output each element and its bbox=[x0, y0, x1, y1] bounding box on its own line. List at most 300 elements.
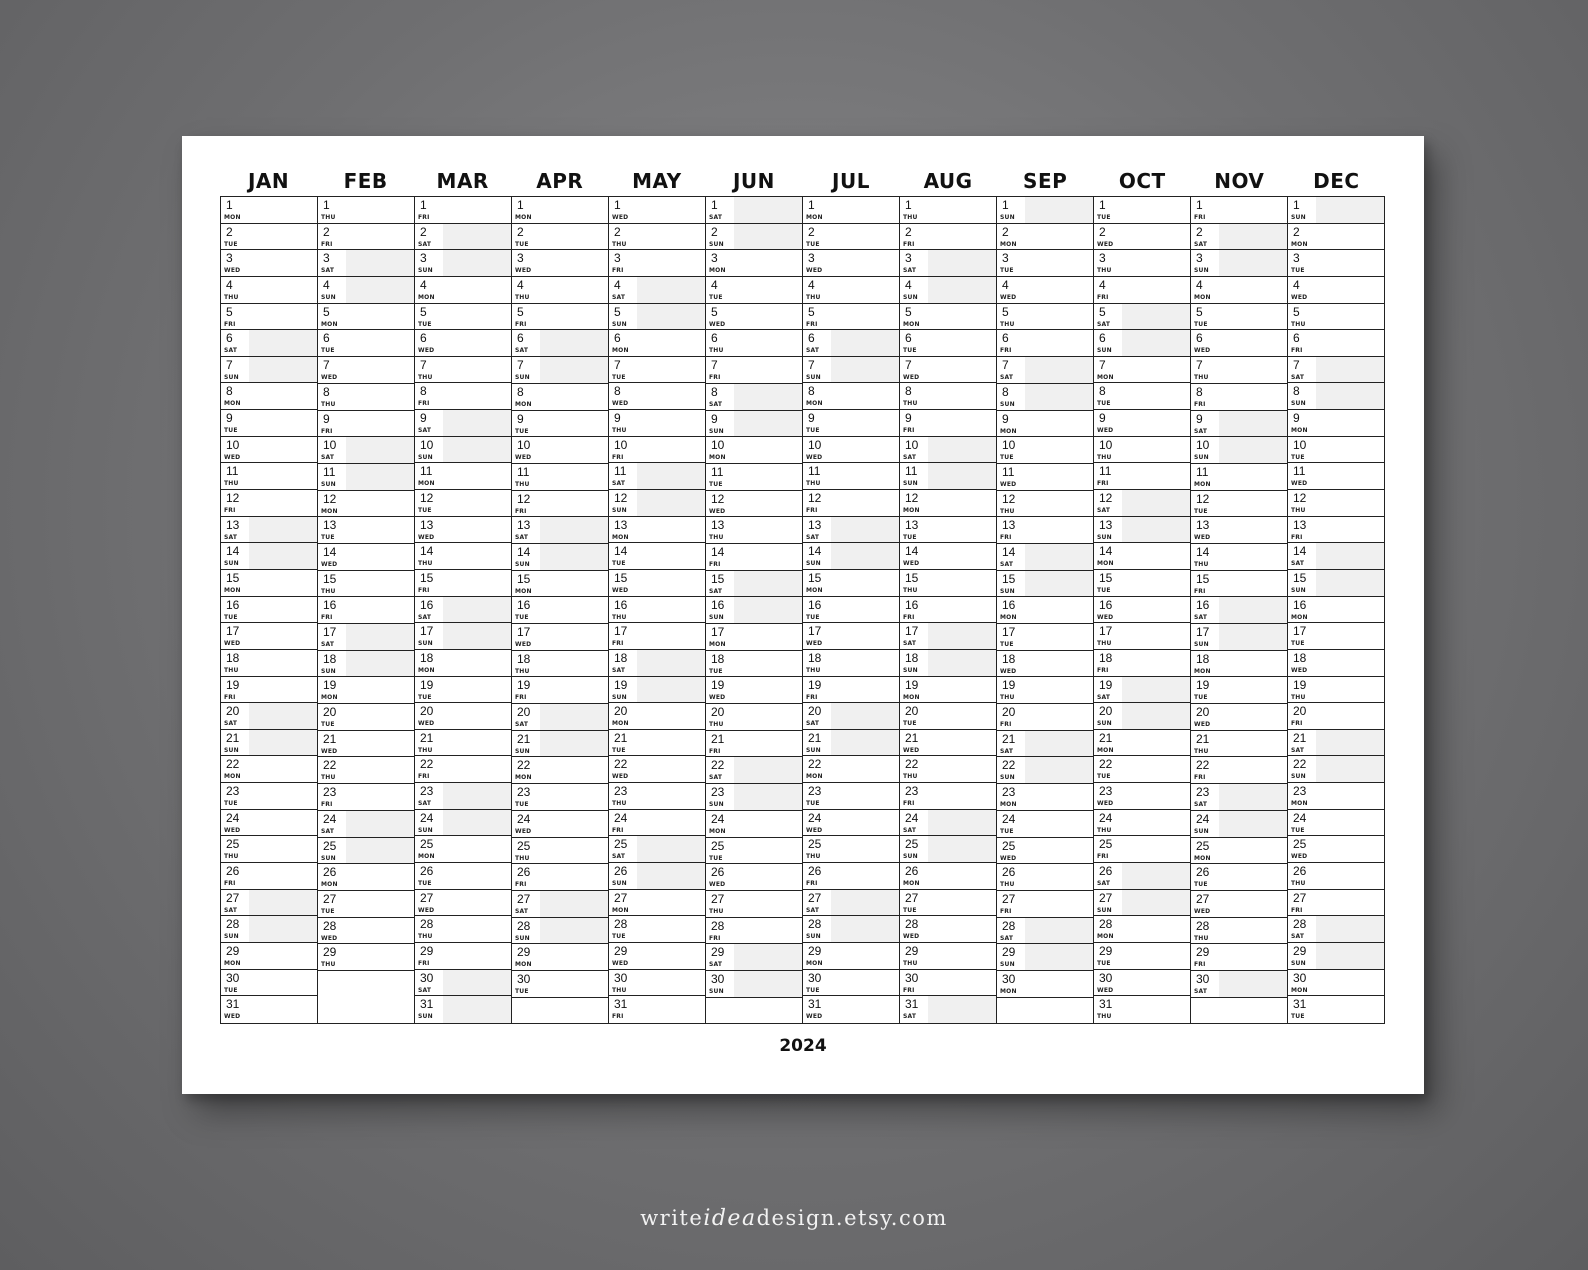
day-cell bbox=[997, 517, 1093, 544]
day-number: 27 bbox=[711, 891, 725, 906]
day-number: 28 bbox=[226, 917, 240, 932]
day-cell bbox=[221, 383, 317, 410]
month-label-may: MAY bbox=[632, 169, 682, 193]
day-weekday: WED bbox=[709, 320, 726, 328]
day-weekday: MON bbox=[709, 827, 726, 835]
day-weekday: THU bbox=[1097, 640, 1112, 648]
day-cell bbox=[1288, 383, 1384, 410]
day-cell bbox=[1288, 650, 1384, 677]
day-cell bbox=[415, 357, 511, 384]
day-weekday: WED bbox=[709, 881, 726, 889]
day-cell bbox=[609, 463, 705, 490]
day-weekday: FRI bbox=[224, 693, 236, 701]
day-cell bbox=[900, 756, 996, 783]
day-weekday: FRI bbox=[1097, 480, 1109, 488]
day-number: 18 bbox=[420, 650, 434, 665]
day-cell bbox=[512, 517, 608, 544]
day-weekday: MON bbox=[806, 773, 823, 781]
day-cell bbox=[1191, 517, 1287, 544]
day-cell bbox=[1094, 304, 1190, 331]
day-cell bbox=[1094, 756, 1190, 783]
day-cell bbox=[900, 437, 996, 464]
day-cell bbox=[900, 623, 996, 650]
day-cell bbox=[221, 810, 317, 837]
day-number: 16 bbox=[614, 597, 628, 612]
day-number: 7 bbox=[711, 358, 718, 373]
day-weekday: TUE bbox=[1291, 453, 1305, 461]
day-weekday: SUN bbox=[612, 693, 627, 701]
day-number: 22 bbox=[517, 758, 531, 773]
day-number: 30 bbox=[1099, 970, 1113, 985]
day-cell bbox=[318, 784, 414, 811]
day-number: 21 bbox=[1099, 730, 1113, 745]
day-cell bbox=[900, 890, 996, 917]
day-weekday: TUE bbox=[224, 240, 238, 248]
calendar-sheet bbox=[182, 136, 1424, 1094]
day-weekday: THU bbox=[1291, 320, 1306, 328]
day-cell bbox=[1288, 357, 1384, 384]
day-weekday: TUE bbox=[806, 986, 820, 994]
day-number: 21 bbox=[808, 730, 822, 745]
day-cell bbox=[221, 597, 317, 624]
day-weekday: THU bbox=[418, 373, 433, 381]
day-cell bbox=[512, 544, 608, 571]
day-number: 25 bbox=[1196, 838, 1210, 853]
month-label-sep: SEP bbox=[1023, 169, 1068, 193]
day-weekday: THU bbox=[1194, 560, 1209, 568]
day-number: 11 bbox=[808, 464, 821, 479]
day-cell bbox=[415, 863, 511, 890]
day-number: 26 bbox=[614, 864, 628, 879]
day-cell bbox=[415, 943, 511, 970]
day-weekday: TUE bbox=[418, 320, 432, 328]
day-cell bbox=[1094, 703, 1190, 730]
day-cell bbox=[1191, 437, 1287, 464]
day-number: 26 bbox=[1002, 865, 1016, 880]
day-number: 8 bbox=[517, 384, 524, 399]
day-number: 12 bbox=[1002, 491, 1016, 506]
day-number: 11 bbox=[1196, 464, 1209, 479]
day-cell bbox=[997, 811, 1093, 838]
day-weekday: SUN bbox=[224, 373, 239, 381]
day-weekday: FRI bbox=[1291, 906, 1303, 914]
day-cell bbox=[512, 197, 608, 224]
day-weekday: SAT bbox=[1000, 560, 1014, 568]
day-cell bbox=[1191, 784, 1287, 811]
day-weekday: SAT bbox=[1194, 801, 1208, 809]
day-number: 20 bbox=[1293, 704, 1307, 719]
day-cell bbox=[318, 357, 414, 384]
day-cell bbox=[221, 836, 317, 863]
day-weekday: SAT bbox=[806, 906, 820, 914]
day-weekday: THU bbox=[612, 240, 627, 248]
day-number: 11 bbox=[420, 464, 433, 479]
day-cell bbox=[415, 597, 511, 624]
day-weekday: SAT bbox=[806, 720, 820, 728]
day-cell bbox=[900, 730, 996, 757]
day-number: 3 bbox=[614, 251, 621, 266]
day-cell bbox=[1094, 783, 1190, 810]
day-weekday: TUE bbox=[1097, 586, 1111, 594]
day-weekday: THU bbox=[515, 854, 530, 862]
day-cell bbox=[609, 357, 705, 384]
day-cell bbox=[1288, 810, 1384, 837]
watermark-script: idea bbox=[703, 1206, 757, 1231]
day-number: 16 bbox=[323, 598, 337, 613]
day-cell bbox=[900, 410, 996, 437]
day-weekday: SAT bbox=[806, 533, 820, 541]
day-number: 26 bbox=[323, 865, 337, 880]
day-weekday: TUE bbox=[1000, 641, 1014, 648]
day-cell bbox=[803, 650, 899, 677]
day-cell bbox=[706, 811, 802, 838]
day-weekday: MON bbox=[224, 773, 241, 781]
day-weekday: MON bbox=[418, 480, 435, 488]
day-number: 27 bbox=[1196, 891, 1210, 906]
day-cell bbox=[900, 250, 996, 277]
day-cell bbox=[706, 197, 802, 224]
day-weekday: THU bbox=[1291, 693, 1306, 701]
day-number: 8 bbox=[420, 384, 427, 399]
day-weekday: FRI bbox=[515, 507, 527, 515]
day-cell bbox=[512, 304, 608, 331]
day-number: 6 bbox=[1002, 331, 1009, 346]
day-weekday: TUE bbox=[903, 347, 917, 355]
day-number: 14 bbox=[1293, 544, 1307, 559]
day-cell bbox=[512, 838, 608, 865]
day-number: 31 bbox=[905, 997, 919, 1012]
day-weekday: WED bbox=[709, 694, 726, 702]
day-cell bbox=[900, 970, 996, 997]
day-weekday: MON bbox=[1097, 933, 1114, 941]
day-number: 24 bbox=[1293, 810, 1307, 825]
day-weekday: TUE bbox=[1291, 640, 1305, 648]
day-cell bbox=[1288, 490, 1384, 517]
day-number: 19 bbox=[808, 677, 822, 692]
day-number: 5 bbox=[711, 304, 718, 319]
day-cell bbox=[997, 838, 1093, 865]
day-weekday: FRI bbox=[1194, 214, 1206, 221]
day-number: 1 bbox=[1099, 198, 1106, 212]
day-cell bbox=[1191, 384, 1287, 411]
day-weekday: TUE bbox=[515, 801, 529, 809]
month-label-jul: JUL bbox=[832, 169, 870, 193]
day-cell bbox=[609, 597, 705, 624]
day-number: 2 bbox=[226, 224, 233, 239]
day-number: 5 bbox=[420, 304, 427, 319]
month-label-apr: APR bbox=[536, 169, 584, 193]
day-weekday: SAT bbox=[806, 347, 820, 355]
day-number: 21 bbox=[517, 731, 531, 746]
day-number: 23 bbox=[808, 784, 822, 799]
day-number: 31 bbox=[614, 997, 628, 1012]
day-number: 25 bbox=[1099, 837, 1113, 852]
day-weekday: SUN bbox=[806, 746, 821, 754]
day-weekday: THU bbox=[1097, 826, 1112, 834]
day-weekday: WED bbox=[1097, 240, 1114, 248]
day-number: 4 bbox=[1196, 278, 1203, 293]
day-number: 3 bbox=[808, 251, 815, 266]
day-number: 27 bbox=[517, 891, 531, 906]
day-weekday: SUN bbox=[1097, 533, 1112, 541]
month-column-nov bbox=[1191, 197, 1288, 1023]
day-number: 30 bbox=[614, 970, 628, 985]
calendar-grid bbox=[220, 196, 1385, 1024]
day-weekday: SUN bbox=[418, 267, 433, 275]
day-cell bbox=[1288, 943, 1384, 970]
day-weekday: THU bbox=[224, 480, 239, 488]
day-weekday: THU bbox=[418, 746, 433, 754]
day-weekday: TUE bbox=[515, 240, 529, 248]
day-number: 17 bbox=[226, 624, 240, 639]
day-number: 2 bbox=[711, 224, 718, 239]
day-number: 2 bbox=[517, 224, 524, 239]
day-weekday: THU bbox=[903, 773, 918, 781]
day-number: 24 bbox=[1099, 810, 1113, 825]
day-cell bbox=[1191, 651, 1287, 678]
day-weekday: SUN bbox=[806, 560, 821, 568]
day-number: 21 bbox=[1293, 730, 1307, 745]
day-weekday: FRI bbox=[418, 586, 430, 594]
day-cell bbox=[512, 864, 608, 891]
day-weekday: WED bbox=[418, 906, 435, 914]
day-cell bbox=[512, 918, 608, 945]
day-number: 29 bbox=[1196, 945, 1210, 960]
day-cell bbox=[609, 783, 705, 810]
day-cell bbox=[318, 384, 414, 411]
day-number: 8 bbox=[1293, 384, 1300, 399]
day-weekday: WED bbox=[806, 826, 823, 834]
day-weekday: WED bbox=[806, 1013, 823, 1021]
day-number: 14 bbox=[808, 544, 822, 559]
day-weekday: THU bbox=[709, 907, 724, 915]
month-label-jun: JUN bbox=[732, 169, 775, 193]
day-weekday: MON bbox=[224, 400, 241, 408]
day-number: 24 bbox=[808, 810, 822, 825]
day-cell bbox=[1191, 704, 1287, 731]
day-weekday: SUN bbox=[1194, 827, 1209, 835]
day-cell bbox=[706, 224, 802, 251]
day-cell bbox=[221, 490, 317, 517]
day-number: 15 bbox=[1196, 571, 1210, 586]
day-cell bbox=[318, 250, 414, 277]
day-number: 27 bbox=[808, 890, 822, 905]
day-number: 1 bbox=[711, 198, 718, 212]
day-weekday: FRI bbox=[903, 427, 915, 435]
day-weekday: THU bbox=[1194, 747, 1209, 755]
day-number: 22 bbox=[614, 757, 628, 772]
day-cell bbox=[706, 597, 802, 624]
day-cell bbox=[1191, 864, 1287, 891]
day-weekday: THU bbox=[1000, 507, 1015, 515]
day-number: 22 bbox=[1099, 757, 1113, 772]
day-number: 18 bbox=[1002, 651, 1016, 666]
day-cell bbox=[1288, 224, 1384, 251]
day-number: 20 bbox=[226, 704, 240, 719]
day-number: 4 bbox=[517, 278, 524, 293]
day-weekday: SAT bbox=[515, 907, 529, 915]
day-weekday: WED bbox=[321, 374, 338, 382]
day-weekday: SUN bbox=[709, 240, 724, 248]
day-cell bbox=[803, 543, 899, 570]
day-number: 24 bbox=[1002, 811, 1016, 826]
day-number: 12 bbox=[1099, 491, 1113, 506]
month-column-feb bbox=[318, 197, 415, 1023]
day-number: 8 bbox=[323, 384, 330, 399]
day-cell bbox=[318, 517, 414, 544]
day-number: 23 bbox=[711, 785, 725, 800]
day-number: 27 bbox=[1099, 890, 1113, 905]
day-weekday: SUN bbox=[612, 320, 627, 328]
day-number: 2 bbox=[1293, 224, 1300, 239]
month-header-row bbox=[220, 166, 1385, 196]
day-cell bbox=[997, 597, 1093, 624]
day-number: 14 bbox=[1002, 544, 1016, 559]
day-cell bbox=[221, 304, 317, 331]
day-number: 25 bbox=[323, 838, 337, 853]
day-cell bbox=[415, 224, 511, 251]
day-weekday: WED bbox=[612, 959, 629, 967]
day-weekday: SAT bbox=[515, 534, 529, 542]
day-number: 13 bbox=[711, 518, 725, 533]
day-weekday: THU bbox=[806, 293, 821, 301]
day-number: 1 bbox=[808, 198, 815, 212]
day-weekday: SAT bbox=[1000, 747, 1014, 755]
day-weekday: THU bbox=[1000, 694, 1015, 702]
day-weekday: FRI bbox=[612, 1013, 624, 1021]
day-cell bbox=[415, 677, 511, 704]
day-cell bbox=[900, 277, 996, 304]
day-weekday: FRI bbox=[1194, 400, 1206, 408]
day-cell bbox=[1288, 890, 1384, 917]
day-number: 14 bbox=[1099, 544, 1113, 559]
day-number: 9 bbox=[420, 411, 427, 426]
day-weekday: SAT bbox=[709, 961, 723, 969]
day-number: 10 bbox=[1099, 437, 1113, 452]
day-cell bbox=[1191, 811, 1287, 838]
day-cell bbox=[609, 570, 705, 597]
day-number: 10 bbox=[711, 438, 725, 453]
day-weekday: THU bbox=[806, 666, 821, 674]
day-weekday: MON bbox=[612, 720, 629, 728]
day-cell bbox=[1094, 437, 1190, 464]
day-cell bbox=[1191, 544, 1287, 571]
day-number: 4 bbox=[905, 277, 912, 292]
day-weekday: SUN bbox=[903, 853, 918, 861]
day-weekday: MON bbox=[903, 693, 920, 701]
day-cell bbox=[803, 224, 899, 251]
day-number: 13 bbox=[905, 517, 919, 532]
day-weekday: WED bbox=[224, 267, 241, 275]
day-cell bbox=[512, 437, 608, 464]
day-weekday: THU bbox=[515, 480, 530, 488]
day-number: 25 bbox=[517, 838, 531, 853]
day-number: 13 bbox=[614, 517, 628, 532]
day-number: 3 bbox=[1002, 251, 1009, 266]
day-cell bbox=[706, 838, 802, 865]
day-weekday: THU bbox=[1097, 267, 1112, 275]
day-number: 21 bbox=[614, 730, 628, 745]
day-weekday: MON bbox=[1291, 240, 1308, 248]
day-number: 16 bbox=[1196, 598, 1210, 613]
day-weekday: SAT bbox=[903, 453, 917, 461]
watermark-prefix: write bbox=[640, 1206, 704, 1230]
day-weekday: SAT bbox=[612, 480, 626, 488]
day-cell bbox=[1094, 330, 1190, 357]
day-weekday: SUN bbox=[224, 560, 239, 568]
day-cell bbox=[900, 597, 996, 624]
day-number: 10 bbox=[517, 438, 531, 453]
day-weekday: SAT bbox=[321, 641, 335, 648]
day-number: 12 bbox=[808, 491, 822, 506]
day-weekday: FRI bbox=[903, 613, 915, 621]
day-cell bbox=[609, 810, 705, 837]
day-number: 26 bbox=[1293, 864, 1307, 879]
day-cell bbox=[997, 277, 1093, 304]
day-number: 18 bbox=[517, 651, 531, 666]
day-weekday: TUE bbox=[806, 613, 820, 621]
day-number: 23 bbox=[905, 784, 919, 799]
day-cell bbox=[512, 464, 608, 491]
day-cell bbox=[415, 810, 511, 837]
day-weekday: TUE bbox=[1097, 959, 1111, 967]
day-number: 17 bbox=[517, 625, 531, 639]
day-number: 31 bbox=[226, 997, 240, 1012]
day-cell bbox=[512, 624, 608, 651]
day-number: 20 bbox=[1099, 704, 1113, 719]
day-weekday: MON bbox=[1194, 294, 1211, 302]
day-weekday: MON bbox=[1291, 800, 1308, 808]
day-weekday: SAT bbox=[903, 1013, 917, 1021]
day-cell bbox=[803, 677, 899, 704]
day-number: 3 bbox=[1099, 251, 1106, 266]
day-number: 13 bbox=[226, 517, 240, 532]
day-weekday: SUN bbox=[709, 987, 724, 995]
day-number: 27 bbox=[420, 890, 434, 905]
watermark-suffix: design.etsy.com bbox=[756, 1206, 948, 1230]
day-cell bbox=[512, 651, 608, 678]
day-weekday: MON bbox=[1000, 427, 1017, 435]
day-number: 29 bbox=[711, 945, 725, 960]
day-number: 27 bbox=[1002, 891, 1016, 906]
day-number: 24 bbox=[420, 810, 434, 825]
day-weekday: SUN bbox=[321, 294, 336, 302]
day-weekday: SAT bbox=[418, 613, 432, 621]
day-number: 14 bbox=[517, 544, 531, 559]
day-number: 9 bbox=[614, 411, 621, 426]
day-cell bbox=[609, 677, 705, 704]
day-number: 12 bbox=[905, 491, 919, 506]
day-number: 13 bbox=[808, 517, 822, 532]
day-weekday: WED bbox=[1000, 667, 1017, 675]
day-weekday: SUN bbox=[1097, 906, 1112, 914]
day-number: 6 bbox=[323, 331, 330, 346]
day-number: 10 bbox=[1293, 437, 1307, 452]
day-number: 22 bbox=[1196, 758, 1210, 773]
day-number: 6 bbox=[226, 331, 233, 346]
day-number: 11 bbox=[1002, 464, 1015, 479]
day-weekday: TUE bbox=[709, 480, 723, 488]
day-number: 20 bbox=[1196, 705, 1210, 720]
day-cell bbox=[221, 277, 317, 304]
day-weekday: MON bbox=[418, 666, 435, 674]
day-number: 29 bbox=[1002, 945, 1016, 960]
day-weekday: MON bbox=[709, 454, 726, 462]
day-weekday: MON bbox=[321, 881, 338, 889]
day-cell bbox=[1191, 838, 1287, 865]
day-number: 26 bbox=[1099, 864, 1113, 879]
day-number: 27 bbox=[1293, 890, 1307, 905]
